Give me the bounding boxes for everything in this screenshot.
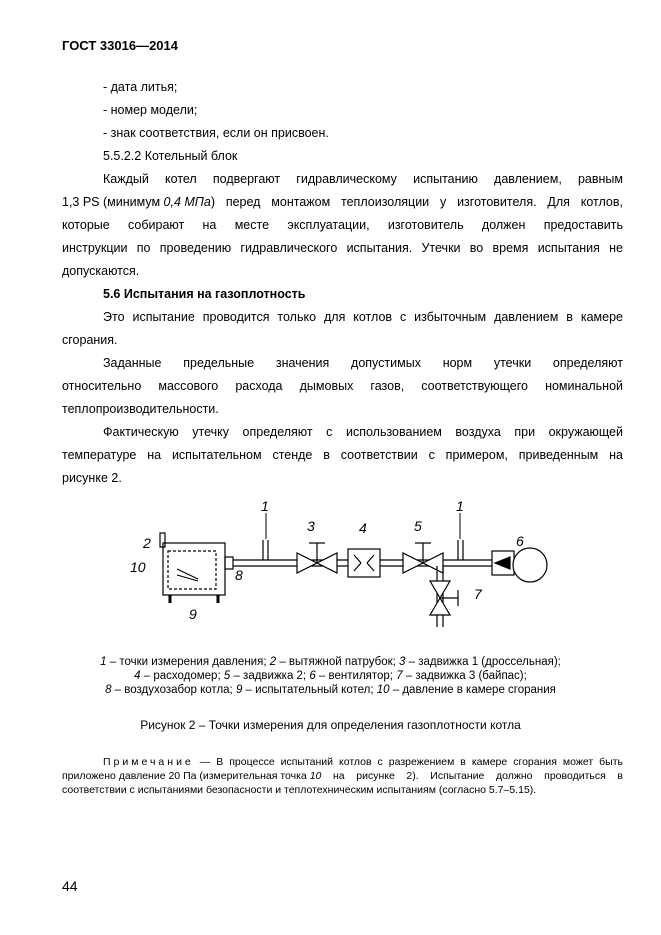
label-10: 10 (130, 559, 146, 575)
list-item: - знак соответствия, если он присвоен. (103, 126, 329, 140)
label-8: 8 (235, 567, 243, 583)
legend-text: – испытательный котел; (242, 684, 377, 696)
legend-number: 10 (376, 684, 390, 696)
legend-number: 3 (399, 656, 406, 668)
legend-number: 8 (105, 684, 112, 696)
legend-text: – вентилятор; (315, 670, 397, 682)
paragraph-line: рисунке 2. (62, 471, 122, 485)
legend-number: 9 (235, 684, 243, 696)
paragraph-line: относительно массового расхода дымовых газов, соответствующего номинальной (62, 379, 623, 393)
paragraph-line: допускаются. (62, 264, 140, 278)
label-2: 2 (143, 535, 151, 551)
label-1-left: 1 (261, 498, 269, 514)
test-setup-diagram (120, 495, 560, 635)
valve-3 (297, 553, 317, 573)
list-item: - дата литья; (103, 80, 178, 94)
paragraph-line: сгорания. (62, 333, 118, 347)
legend-number: 4 (134, 670, 141, 682)
paragraph-line (62, 195, 623, 209)
list-item: - номер модели; (103, 103, 198, 117)
boiler-inner (168, 551, 216, 589)
text-fragment: 1,3 PS (минимум (62, 195, 164, 209)
paragraph-line: Это испытание проводится только для котлов с избыточным давлением в камере (103, 310, 623, 324)
air-intake (225, 557, 233, 569)
legend-text: – вытяжной патрубок; (276, 656, 400, 668)
flowmeter (348, 549, 380, 577)
note-text: приложено давление 20 Па (измерительная точка (62, 770, 310, 782)
legend-text: – воздухозабор котла; (111, 684, 236, 696)
legend-number: 2 (269, 656, 277, 668)
figure-caption: Рисунок 2 – Точки измерения для определения газоплотности котла (140, 718, 521, 732)
legend-number: 6 (309, 670, 316, 682)
paragraph-line: которые собирают на месте эксплуатации, изготовитель должен предоставить (62, 218, 623, 232)
note-line (103, 756, 623, 768)
legend-text: – задвижка 1 (дроссельная); (405, 656, 561, 668)
pressure-value: 0,4 МПа (163, 195, 211, 209)
figure-legend-line (0, 656, 661, 668)
note-point-number: 10 (309, 770, 322, 782)
paragraph-line: Заданные предельные значения допустимых норм утечки определяют (103, 356, 623, 370)
figure-legend-line (0, 670, 661, 682)
label-7: 7 (474, 586, 482, 602)
text-fragment: ) перед монтажом теплоизоляции у изготовителя. Для котлов, (210, 195, 623, 209)
paragraph-line: температуре на испытательном стенде в соответствии с примером, приведенным на (62, 448, 623, 462)
valve-7 (430, 581, 450, 598)
note-text: на рисунке 2). Испытание должно проводиться в (321, 770, 623, 782)
legend-text: – задвижка 2; (230, 670, 310, 682)
note-text: — В процессе испытаний котлов с разрежением в камере сгорания может быть (193, 756, 623, 768)
label-4: 4 (359, 520, 367, 536)
legend-number: 1 (100, 656, 107, 668)
label-3: 3 (307, 518, 315, 534)
legend-text: – задвижка 3 (байпас); (402, 670, 527, 682)
note-label: Примечание (103, 756, 194, 768)
paragraph-line: Каждый котел подвергают гидравлическому испытанию давлением, равным (103, 172, 623, 186)
legend-text: – расходомер; (140, 670, 224, 682)
note-line (62, 770, 623, 782)
legend-number: 5 (223, 670, 231, 682)
label-9: 9 (189, 606, 197, 622)
note-line: соответствии с испытаниями безопасности и теплотехническим испытаниям (согласно 5.7–5.15). (62, 784, 537, 796)
legend-text: – давление в камере сгорания (389, 684, 556, 696)
label-1-right: 1 (456, 498, 464, 514)
paragraph-line: теплопроизводительности. (62, 402, 219, 416)
section-heading: 5.6 Испытания на газоплотность (103, 287, 306, 301)
paragraph-line: Фактическую утечку определяют с использованием воздуха при окружающей (103, 425, 623, 439)
valve-5 (403, 553, 423, 573)
page-number: 44 (62, 878, 78, 894)
legend-text: – точки измерения давления; (106, 656, 270, 668)
label-6: 6 (516, 533, 524, 549)
label-5: 5 (414, 518, 422, 534)
fan (513, 548, 547, 582)
figure-legend-line (0, 684, 661, 696)
paragraph-line: инструкции по проведению гидравлического испытания. Утечки во время испытания не (62, 241, 623, 255)
legend-number: 7 (396, 670, 403, 682)
subsection-heading: 5.5.2.2 Котельный блок (103, 149, 238, 163)
document-header: ГОСТ 33016—2014 (62, 38, 178, 53)
